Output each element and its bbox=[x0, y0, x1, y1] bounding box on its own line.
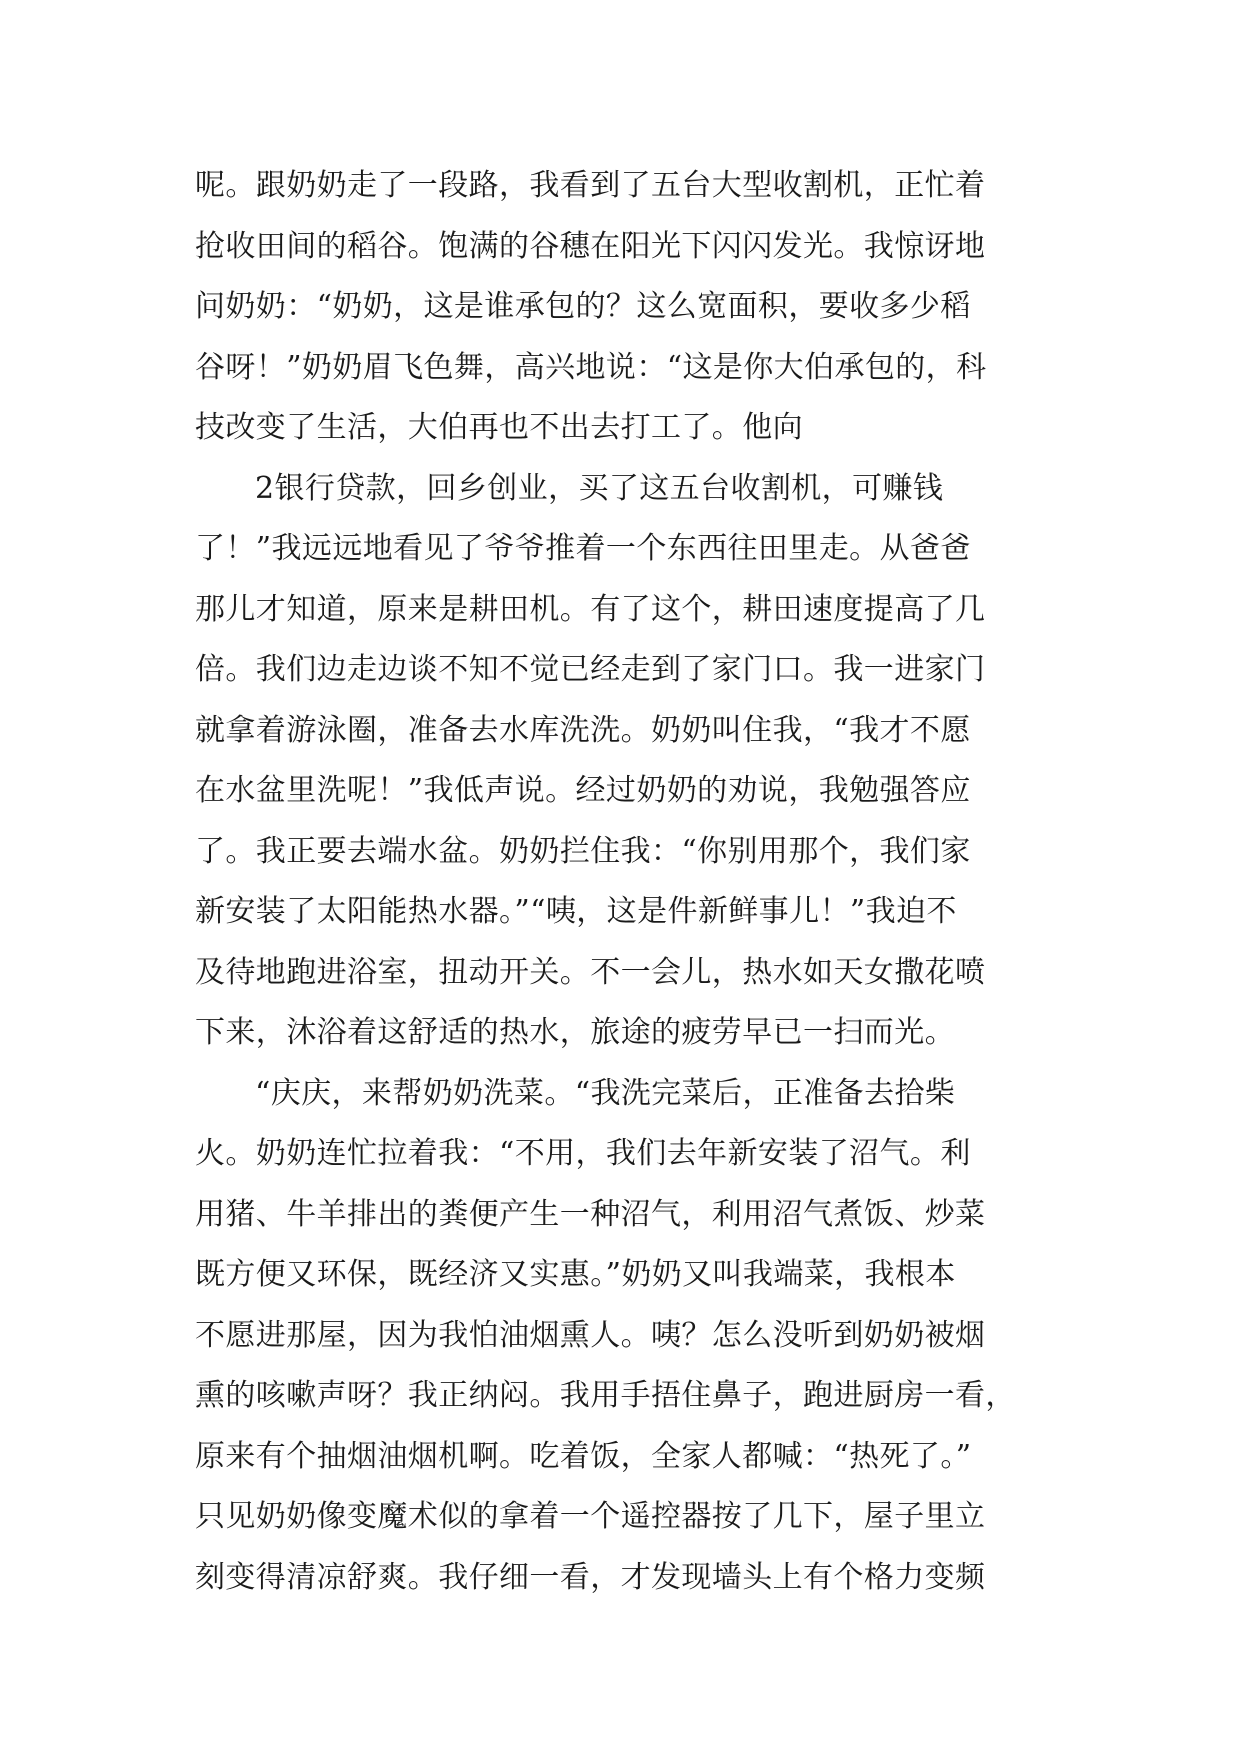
text-line: 原来有个抽烟油烟机啊。吃着饭，全家人都喊：“热死了。” bbox=[195, 1438, 972, 1474]
text-line: 倍。我们边走边谈不知不觉已经走到了家门口。我一进家门 bbox=[195, 652, 986, 687]
paragraph-2 bbox=[195, 459, 1055, 1064]
text-line: 只见奶奶像变魔术似的拿着一个遥控器按了几下，屋子里立 bbox=[195, 1499, 986, 1534]
text-line: 谷呀！”奶奶眉飞色舞，高兴地说：“这是你大伯承包的，科 bbox=[195, 349, 987, 385]
text-line: 新安装了太阳能热水器。”“咦，这是件新鲜事儿！”我迫不 bbox=[195, 894, 957, 929]
text-line: 问奶奶：“奶奶，这是谁承包的？这么宽面积，要收多少稻 bbox=[195, 289, 971, 324]
text-line: 用猪、牛羊排出的粪便产生一种沼气，利用沼气煮饭、炒菜 bbox=[195, 1196, 986, 1232]
text-line: 火。奶奶连忙拉着我：“不用，我们去年新安装了沼气。利 bbox=[195, 1136, 971, 1171]
text-line: 了！”我远远地看见了爷爷推着一个东西往田里走。从爸爸 bbox=[195, 531, 971, 566]
text-line: 抢收田间的稻谷。饱满的谷穗在阳光下闪闪发光。我惊讶地 bbox=[195, 228, 986, 264]
text-line: 下来，沐浴着这舒适的热水，旅途的疲劳早已一扫而光。 bbox=[195, 1015, 955, 1050]
text-line: 就拿着游泳圈，准备去水库洗洗。奶奶叫住我，“我才不愿 bbox=[195, 712, 971, 748]
text-line: 及待地跑进浴室，扭动开关。不一会儿，热水如天女撒花喷 bbox=[195, 954, 986, 990]
text-line: 在水盆里洗呢！”我低声说。经过奶奶的劝说，我勉强答应 bbox=[195, 773, 971, 808]
text-line: 刻变得清凉舒爽。我仔细一看，才发现墙头上有个格力变频 bbox=[195, 1559, 986, 1595]
paragraph-1 bbox=[195, 156, 1055, 459]
text-line: 了。我正要去端水盆。奶奶拦住我：“你别用那个，我们家 bbox=[195, 833, 971, 869]
text-line: 既方便又环保，既经济又实惠。”奶奶又叫我端菜，我根本 bbox=[195, 1257, 956, 1292]
text-line: “庆庆，来帮奶奶洗菜。“我洗完菜后，正准备去拾柴 bbox=[255, 1075, 956, 1111]
text-line: 2银行贷款，回乡创业，买了这五台收割机，可赚钱 bbox=[255, 470, 944, 506]
paragraph-3 bbox=[195, 1064, 1055, 1609]
text-line: 那儿才知道，原来是耕田机。有了这个，耕田速度提高了几 bbox=[195, 591, 986, 627]
document-body bbox=[195, 156, 1055, 1608]
text-line: 熏的咳嗽声呀？我正纳闷。我用手捂住鼻子，跑进厨房一看， bbox=[195, 1378, 1016, 1413]
text-line: 呢。跟奶奶走了一段路，我看到了五台大型收割机，正忙着 bbox=[195, 168, 986, 203]
text-line: 技改变了生活，大伯再也不出去打工了。他向 bbox=[195, 410, 803, 445]
text-line: 不愿进那屋，因为我怕油烟熏人。咦？怎么没听到奶奶被烟 bbox=[195, 1317, 986, 1353]
